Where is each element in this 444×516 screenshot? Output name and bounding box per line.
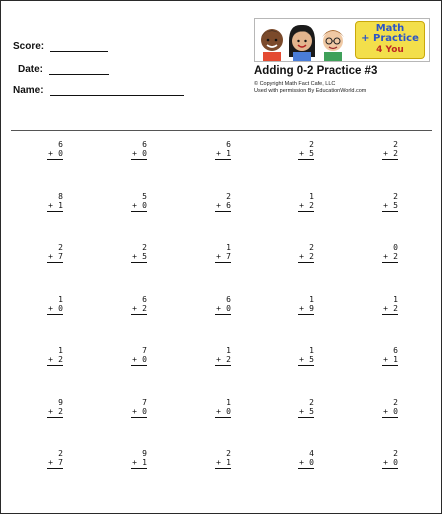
- addend-bottom: 0: [142, 355, 147, 364]
- plus-sign: +: [383, 304, 388, 313]
- addition-problem: [107, 243, 147, 263]
- answer-line[interactable]: [298, 262, 314, 263]
- plus-sign: +: [132, 149, 137, 158]
- plus-sign: +: [48, 407, 53, 416]
- addend-bottom: 0: [393, 458, 398, 467]
- addend-bottom: 0: [58, 149, 63, 158]
- name-label: Name:: [13, 85, 44, 96]
- addend-bottom-row: [23, 252, 63, 261]
- addend-bottom-row: [23, 407, 63, 416]
- plus-sign: +: [383, 355, 388, 364]
- addend-bottom-row: [191, 458, 231, 467]
- addend-bottom-row: [191, 252, 231, 261]
- answer-line[interactable]: [215, 159, 231, 160]
- addend-bottom: 7: [58, 458, 63, 467]
- addition-problem: [23, 346, 63, 366]
- addition-problem: [191, 346, 231, 366]
- logo-line-1: Math: [375, 23, 405, 34]
- addend-bottom: 2: [142, 304, 147, 313]
- addition-problem: [107, 192, 147, 212]
- plus-sign: +: [299, 304, 304, 313]
- plus-sign: +: [299, 407, 304, 416]
- plus-sign: +: [216, 252, 221, 261]
- divider-line: [11, 130, 432, 131]
- addition-problem: [358, 295, 398, 315]
- answer-line[interactable]: [215, 262, 231, 263]
- answer-line[interactable]: [131, 365, 147, 366]
- answer-line[interactable]: [47, 262, 63, 263]
- addend-top: 2: [309, 243, 314, 252]
- answer-line[interactable]: [131, 211, 147, 212]
- addend-top: 6: [58, 140, 63, 149]
- answer-line[interactable]: [298, 417, 314, 418]
- addend-bottom: 2: [58, 407, 63, 416]
- addition-problem: [191, 243, 231, 263]
- addend-top: 1: [226, 346, 231, 355]
- addend-bottom-row: [23, 355, 63, 364]
- addend-top: 4: [309, 449, 314, 458]
- logo-line-2: + Practice: [361, 33, 419, 44]
- addition-problem: [191, 398, 231, 418]
- addend-top: 7: [142, 346, 147, 355]
- addend-top: 2: [309, 140, 314, 149]
- plus-sign: +: [132, 252, 137, 261]
- answer-line[interactable]: [382, 159, 398, 160]
- addend-top: 1: [58, 346, 63, 355]
- addition-problem: [23, 192, 63, 212]
- answer-line[interactable]: [215, 417, 231, 418]
- addend-bottom: 2: [393, 252, 398, 261]
- addition-problem: [274, 243, 314, 263]
- addend-bottom: 7: [226, 252, 231, 261]
- plus-sign: +: [48, 458, 53, 467]
- answer-line[interactable]: [47, 211, 63, 212]
- addend-bottom: 0: [58, 304, 63, 313]
- addition-problem: [107, 449, 147, 469]
- addend-bottom-row: [274, 201, 314, 210]
- addend-bottom: 5: [393, 201, 398, 210]
- math-practice-logo: [355, 21, 425, 59]
- addend-top: 1: [58, 295, 63, 304]
- addend-bottom-row: [274, 407, 314, 416]
- addend-top: 0: [393, 243, 398, 252]
- addend-top: 2: [393, 449, 398, 458]
- addition-problem: [358, 192, 398, 212]
- children-illustration: [255, 19, 351, 61]
- addend-bottom-row: [358, 458, 398, 467]
- answer-line[interactable]: [47, 417, 63, 418]
- addend-bottom-row: [191, 355, 231, 364]
- plus-sign: +: [48, 252, 53, 261]
- addend-bottom: 5: [309, 355, 314, 364]
- addition-problem: [23, 398, 63, 418]
- addend-bottom-row: [23, 304, 63, 313]
- addend-bottom: 7: [58, 252, 63, 261]
- addend-bottom-row: [274, 149, 314, 158]
- plus-sign: +: [48, 201, 53, 210]
- addend-bottom-row: [191, 407, 231, 416]
- addend-top: 2: [58, 243, 63, 252]
- addend-bottom-row: [274, 458, 314, 467]
- addition-problem: [107, 398, 147, 418]
- addend-bottom: 1: [226, 149, 231, 158]
- addend-bottom-row: [274, 252, 314, 261]
- addition-problem: [23, 140, 63, 160]
- answer-line[interactable]: [298, 211, 314, 212]
- addend-top: 2: [393, 398, 398, 407]
- answer-line[interactable]: [382, 211, 398, 212]
- addend-bottom: 0: [226, 407, 231, 416]
- addend-bottom: 5: [142, 252, 147, 261]
- answer-line[interactable]: [215, 365, 231, 366]
- answer-line[interactable]: [215, 314, 231, 315]
- date-field: [18, 64, 109, 75]
- logo-line-3: 4 You: [376, 45, 404, 55]
- addend-top: 5: [142, 192, 147, 201]
- plus-sign: +: [216, 304, 221, 313]
- answer-line[interactable]: [131, 417, 147, 418]
- addend-bottom: 0: [142, 149, 147, 158]
- addend-bottom: 0: [142, 407, 147, 416]
- addend-bottom: 5: [309, 149, 314, 158]
- answer-line[interactable]: [215, 211, 231, 212]
- addition-problem: [191, 192, 231, 212]
- addend-top: 1: [309, 346, 314, 355]
- answer-line[interactable]: [298, 365, 314, 366]
- addend-top: 7: [142, 398, 147, 407]
- addition-problem: [191, 140, 231, 160]
- score-label: Score:: [13, 41, 45, 52]
- plus-sign: +: [48, 355, 53, 364]
- addend-top: 2: [142, 243, 147, 252]
- plus-sign: +: [216, 458, 221, 467]
- addition-problem: [191, 295, 231, 315]
- addend-top: 6: [142, 140, 147, 149]
- addend-top: 6: [226, 140, 231, 149]
- answer-line[interactable]: [382, 468, 398, 469]
- answer-line[interactable]: [131, 314, 147, 315]
- plus-sign: +: [48, 149, 53, 158]
- addend-bottom-row: [358, 304, 398, 313]
- answer-line[interactable]: [215, 468, 231, 469]
- name-field: [13, 85, 184, 96]
- answer-line[interactable]: [382, 262, 398, 263]
- addition-problem: [23, 295, 63, 315]
- addend-top: 9: [58, 398, 63, 407]
- addend-bottom: 9: [309, 304, 314, 313]
- addend-bottom-row: [274, 304, 314, 313]
- addend-bottom: 2: [226, 355, 231, 364]
- answer-line[interactable]: [298, 314, 314, 315]
- addend-bottom-row: [358, 252, 398, 261]
- addend-bottom-row: [107, 149, 147, 158]
- answer-line[interactable]: [382, 365, 398, 366]
- addend-bottom-row: [107, 201, 147, 210]
- addend-bottom: 2: [309, 252, 314, 261]
- plus-sign: +: [132, 458, 137, 467]
- plus-sign: +: [299, 252, 304, 261]
- plus-sign: +: [132, 407, 137, 416]
- addend-bottom-row: [358, 149, 398, 158]
- addend-bottom: 5: [309, 407, 314, 416]
- addition-problem: [274, 449, 314, 469]
- addend-top: 6: [142, 295, 147, 304]
- addend-bottom: 0: [226, 304, 231, 313]
- addend-bottom: 2: [309, 201, 314, 210]
- addition-problem: [107, 140, 147, 160]
- answer-line[interactable]: [131, 468, 147, 469]
- addend-bottom-row: [191, 149, 231, 158]
- addition-problem: [358, 243, 398, 263]
- addition-problem: [23, 243, 63, 263]
- addend-top: 2: [226, 449, 231, 458]
- plus-sign: +: [132, 355, 137, 364]
- addend-bottom-row: [107, 252, 147, 261]
- addend-top: 6: [226, 295, 231, 304]
- addend-bottom-row: [107, 304, 147, 313]
- addition-problem: [358, 140, 398, 160]
- addend-top: 1: [309, 192, 314, 201]
- addend-top: 2: [393, 192, 398, 201]
- addend-top: 2: [58, 449, 63, 458]
- addend-bottom: 6: [226, 201, 231, 210]
- addition-problem: [274, 192, 314, 212]
- plus-sign: +: [383, 407, 388, 416]
- score-input-line[interactable]: [50, 42, 108, 52]
- addend-bottom-row: [107, 458, 147, 467]
- worksheet-title: Adding 0-2 Practice #3: [254, 65, 378, 77]
- addend-top: 2: [309, 398, 314, 407]
- plus-sign: +: [383, 252, 388, 261]
- permission-text: Used with permission By EducationWorld.com: [254, 88, 367, 94]
- addition-problem: [358, 449, 398, 469]
- addition-problem: [274, 295, 314, 315]
- addition-problem: [358, 398, 398, 418]
- addend-bottom: 2: [58, 355, 63, 364]
- addition-problem: [358, 346, 398, 366]
- addition-problem: [274, 346, 314, 366]
- answer-line[interactable]: [47, 468, 63, 469]
- addend-top: 8: [58, 192, 63, 201]
- addend-bottom: 1: [226, 458, 231, 467]
- answer-line[interactable]: [298, 159, 314, 160]
- addend-top: 2: [226, 192, 231, 201]
- addend-bottom-row: [107, 407, 147, 416]
- addend-bottom: 0: [142, 201, 147, 210]
- plus-sign: +: [299, 149, 304, 158]
- addend-bottom-row: [358, 201, 398, 210]
- answer-line[interactable]: [298, 468, 314, 469]
- answer-line[interactable]: [382, 417, 398, 418]
- addend-bottom-row: [358, 407, 398, 416]
- addition-problem: [274, 140, 314, 160]
- plus-sign: +: [216, 407, 221, 416]
- plus-sign: +: [132, 201, 137, 210]
- name-input-line[interactable]: [50, 86, 184, 96]
- plus-sign: +: [299, 458, 304, 467]
- answer-line[interactable]: [382, 314, 398, 315]
- addend-top: 6: [393, 346, 398, 355]
- plus-sign: +: [216, 201, 221, 210]
- date-label: Date:: [18, 64, 44, 75]
- addition-problem: [107, 295, 147, 315]
- addition-problem: [107, 346, 147, 366]
- addend-bottom: 0: [393, 407, 398, 416]
- copyright-text: © Copyright Math Fact Cafe, LLC: [254, 81, 336, 87]
- addend-top: 9: [142, 449, 147, 458]
- plus-sign: +: [216, 149, 221, 158]
- addition-problem: [191, 449, 231, 469]
- addend-bottom: 2: [393, 304, 398, 313]
- plus-sign: +: [48, 304, 53, 313]
- addition-problem: [23, 449, 63, 469]
- addend-bottom-row: [23, 149, 63, 158]
- answer-line[interactable]: [47, 314, 63, 315]
- addend-bottom-row: [191, 304, 231, 313]
- addend-top: 1: [393, 295, 398, 304]
- addend-bottom-row: [274, 355, 314, 364]
- answer-line[interactable]: [131, 159, 147, 160]
- score-field: [13, 41, 108, 52]
- addend-bottom-row: [107, 355, 147, 364]
- answer-line[interactable]: [47, 365, 63, 366]
- plus-sign: +: [383, 458, 388, 467]
- addition-problem: [274, 398, 314, 418]
- math-practice-banner: [254, 18, 430, 62]
- plus-sign: +: [216, 355, 221, 364]
- addend-bottom-row: [191, 201, 231, 210]
- addend-bottom: 1: [58, 201, 63, 210]
- plus-sign: +: [383, 201, 388, 210]
- addend-top: 2: [393, 140, 398, 149]
- addend-top: 1: [309, 295, 314, 304]
- addend-bottom-row: [358, 355, 398, 364]
- plus-sign: +: [299, 355, 304, 364]
- addend-bottom: 1: [393, 355, 398, 364]
- addend-bottom: 2: [393, 149, 398, 158]
- answer-line[interactable]: [131, 262, 147, 263]
- addend-bottom-row: [23, 458, 63, 467]
- plus-sign: +: [383, 149, 388, 158]
- addend-bottom-row: [23, 201, 63, 210]
- addend-top: 1: [226, 398, 231, 407]
- answer-line[interactable]: [47, 159, 63, 160]
- plus-sign: +: [299, 201, 304, 210]
- addend-top: 1: [226, 243, 231, 252]
- addend-bottom: 0: [309, 458, 314, 467]
- plus-sign: +: [132, 304, 137, 313]
- date-input-line[interactable]: [49, 65, 109, 75]
- addend-bottom: 1: [142, 458, 147, 467]
